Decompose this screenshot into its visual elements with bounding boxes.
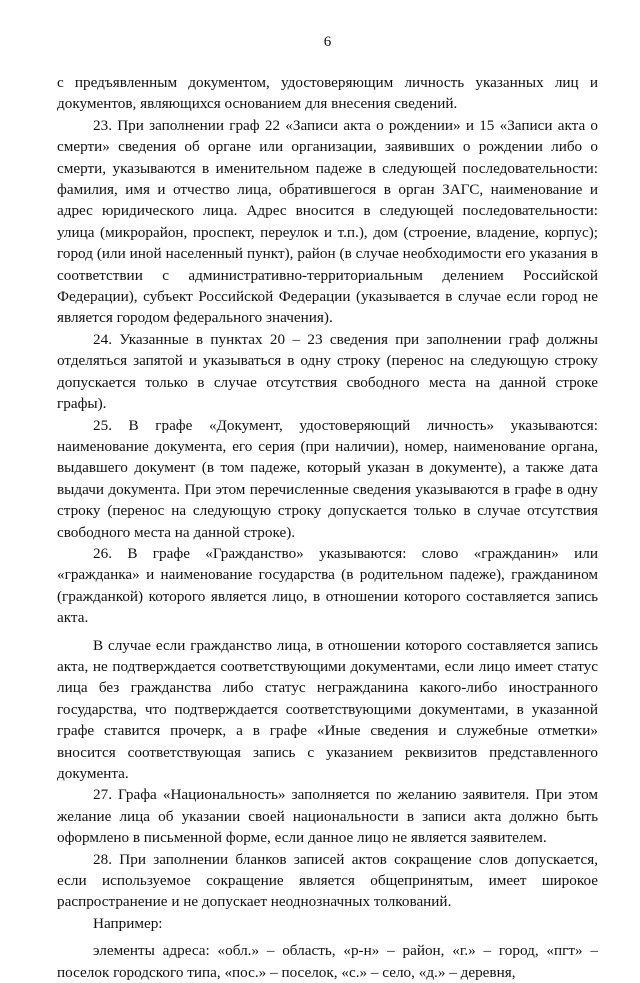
page-number: 6: [323, 34, 332, 50]
paragraph-item-27: 27. Графа «Национальность» заполняется по желанию заявителя. При этом желание лица об указании своей национальности в записи акта должно быть оформлено в письменной форме, если данное лицо не является заявителем.: [57, 786, 598, 847]
paragraph-item-28: 28. При заполнении бланков записей актов сокращение слов допускается, если используемое сокращение является общепринятым, имеет широкое распространение и не допускает неоднозначных толкований.: [57, 850, 598, 911]
paragraph-address-abbreviations: элементы адреса: «обл.» – область, «р-н» – район, «г.» – город, «пгт» – поселок городского типа, «пос.» – поселок, «с.» – село, «д.» – деревня,: [57, 942, 598, 981]
paragraph-item-25: 25. В графе «Документ, удостоверяющий личность» указываются: наименование документа, его серия (при наличии), номер, наименование органа, выдавшего документ (в том падеже, который указан в документе), а также дата выдачи документа. При этом перечисленные сведения указываются в графе в одну строку (перенос на следующую строку допускается только в случае отсутствия свободного места на данной строке).: [57, 416, 598, 541]
paragraph-example-heading: Например:: [93, 914, 163, 932]
document-body: [57, 72, 598, 983]
paragraph-item-24: 24. Указанные в пунктах 20 – 23 сведения при заполнении граф должны отделяться запятой и указываться в одну строку (перенос на следующую строку допускается только в случае отсутствия свободного места на данной строке графы).: [57, 330, 598, 413]
paragraph-citizenship-exception: В случае если гражданство лица, в отношении которого составляется запись акта, не подтверждается соответствующими документами, если лицо имеет статус лица без гражданства либо статус негражданина какого-либо иностранного государства, что подтверждается соответствующими документами, в указанной графе ставится прочерк, а в графе «Иные сведения и служебные отметки» вносится соответствующая запись с указанием реквизитов представленного документа.: [57, 636, 598, 782]
paragraph-item-23: 23. При заполнении граф 22 «Записи акта о рождении» и 15 «Записи акта о смерти» сведения об органе или организации, заявивших о рождении либо о смерти, указываются в именительном падеже в следующей последовательности: фамилия, имя и отчество лица, обратившегося в орган ЗАГС, наименование и адрес юридического лица. Адрес вносится в следующей последовательности: улица (микрорайон, проспект, переулок и т.п.), дом (строение, владение, корпус); город (или иной населенный пункт), район (в случае необходимости его указания в соответствии с административно-территориальным делением Российской Федерации), субъект Российской Федерации (указывается в случае если город не является городом федерального значения).: [57, 116, 598, 327]
paragraph-item-26: 26. В графе «Гражданство» указываются: слово «гражданин» или «гражданка» и наименование государства (в родительном падеже), гражданином (гражданкой) которого является лицо, в отношении которого составляется запись акта.: [57, 544, 598, 627]
paragraph-continuation: с предъявленным документом, удостоверяющим личность указанных лиц и документов, являющихся основанием для внесения сведений.: [57, 74, 598, 113]
